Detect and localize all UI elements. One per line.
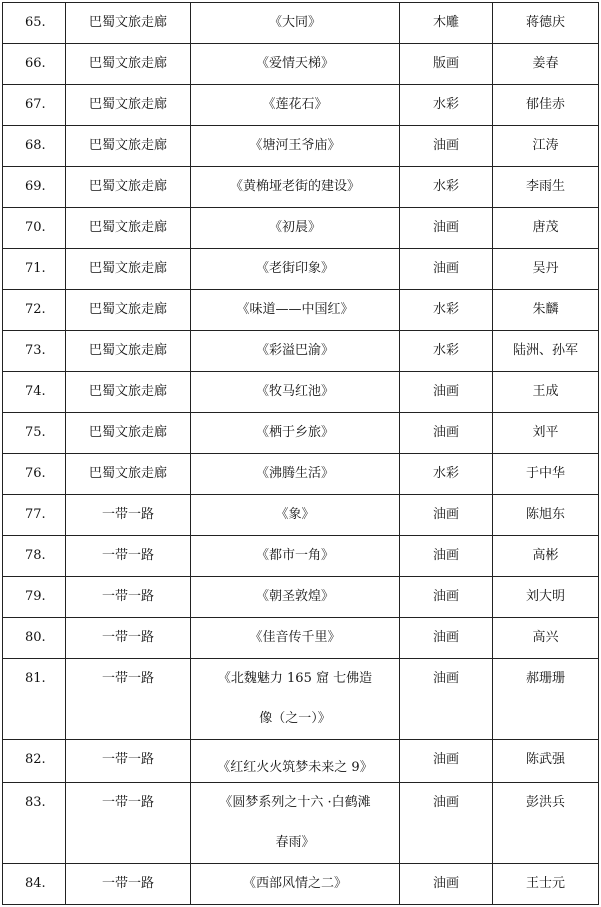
section-name: 巴蜀文旅走廊 xyxy=(66,167,191,208)
artwork-title: 《佳音传千里》 xyxy=(191,618,400,659)
artwork-title xyxy=(191,659,400,740)
artist-name: 郝珊珊 xyxy=(493,659,599,740)
section-name: 巴蜀文旅走廊 xyxy=(66,126,191,167)
artwork-title: 《老街印象》 xyxy=(191,249,400,290)
row-number: 82. xyxy=(3,740,66,783)
artwork-type: 油画 xyxy=(400,536,493,577)
artwork-type: 油画 xyxy=(400,208,493,249)
artwork-title: 《栖于乡旅》 xyxy=(191,413,400,454)
section-name: 巴蜀文旅走廊 xyxy=(66,85,191,126)
artwork-type: 油画 xyxy=(400,618,493,659)
artwork-type: 水彩 xyxy=(400,331,493,372)
table-row xyxy=(3,372,599,413)
table-row xyxy=(3,126,599,167)
row-number: 72. xyxy=(3,290,66,331)
table-row xyxy=(3,85,599,126)
artist-name: 王成 xyxy=(493,372,599,413)
artist-name: 刘大明 xyxy=(493,577,599,618)
table-row xyxy=(3,454,599,495)
section-name: 巴蜀文旅走廊 xyxy=(66,331,191,372)
section-name: 巴蜀文旅走廊 xyxy=(66,290,191,331)
table-row xyxy=(3,167,599,208)
table-row xyxy=(3,536,599,577)
artwork-type: 油画 xyxy=(400,126,493,167)
artwork-title: 《象》 xyxy=(191,495,400,536)
section-name: 一带一路 xyxy=(66,577,191,618)
section-name: 一带一路 xyxy=(66,864,191,905)
artwork-type: 油画 xyxy=(400,783,493,864)
artwork-type: 水彩 xyxy=(400,454,493,495)
row-number: 80. xyxy=(3,618,66,659)
artwork-title: 《牧马红池》 xyxy=(191,372,400,413)
table-row xyxy=(3,3,599,44)
row-number: 67. xyxy=(3,85,66,126)
artwork-title: 《西部风情之二》 xyxy=(191,864,400,905)
table-body xyxy=(3,3,599,905)
artist-name: 陈旭东 xyxy=(493,495,599,536)
row-number: 78. xyxy=(3,536,66,577)
table-row xyxy=(3,331,599,372)
artwork-type: 油画 xyxy=(400,864,493,905)
row-number: 77. xyxy=(3,495,66,536)
row-number: 83. xyxy=(3,783,66,864)
artwork-title-line: 《北魏魅力 165 窟 七佛造 xyxy=(217,671,373,686)
artwork-title: 《初晨》 xyxy=(191,208,400,249)
artwork-title: 《黄桷垭老街的建设》 xyxy=(191,167,400,208)
row-number: 65. xyxy=(3,3,66,44)
artist-name: 江涛 xyxy=(493,126,599,167)
section-name: 一带一路 xyxy=(66,495,191,536)
artwork-title: 《沸腾生活》 xyxy=(191,454,400,495)
table-row xyxy=(3,413,599,454)
artwork-type: 油画 xyxy=(400,577,493,618)
table-row xyxy=(3,740,599,783)
artwork-table xyxy=(2,2,599,905)
section-name: 一带一路 xyxy=(66,536,191,577)
row-number: 84. xyxy=(3,864,66,905)
row-number: 69. xyxy=(3,167,66,208)
artwork-title: 《爱情天梯》 xyxy=(191,44,400,85)
artwork-title xyxy=(191,783,400,864)
artwork-type: 油画 xyxy=(400,659,493,740)
artist-name: 于中华 xyxy=(493,454,599,495)
artwork-title-line: 像（之一）》 xyxy=(259,711,331,726)
table-row xyxy=(3,249,599,290)
row-number: 74. xyxy=(3,372,66,413)
artwork-type: 油画 xyxy=(400,249,493,290)
section-name: 巴蜀文旅走廊 xyxy=(66,413,191,454)
section-name: 巴蜀文旅走廊 xyxy=(66,208,191,249)
artist-name: 高兴 xyxy=(493,618,599,659)
artwork-title-line: 《圆梦系列之十六 ·白鹤滩 xyxy=(219,795,371,810)
table-row xyxy=(3,290,599,331)
artist-name: 李雨生 xyxy=(493,167,599,208)
section-name: 巴蜀文旅走廊 xyxy=(66,3,191,44)
section-name: 一带一路 xyxy=(66,783,191,864)
section-name: 一带一路 xyxy=(66,659,191,740)
section-name: 巴蜀文旅走廊 xyxy=(66,372,191,413)
artist-name: 吴丹 xyxy=(493,249,599,290)
artist-name: 唐茂 xyxy=(493,208,599,249)
row-number: 68. xyxy=(3,126,66,167)
table-row xyxy=(3,783,599,864)
table-row xyxy=(3,44,599,85)
artwork-type: 油画 xyxy=(400,740,493,783)
row-number: 73. xyxy=(3,331,66,372)
artist-name: 刘平 xyxy=(493,413,599,454)
artwork-type: 油画 xyxy=(400,495,493,536)
artwork-type: 版画 xyxy=(400,44,493,85)
artist-name: 陈武强 xyxy=(493,740,599,783)
table-row xyxy=(3,618,599,659)
row-number: 71. xyxy=(3,249,66,290)
section-name: 巴蜀文旅走廊 xyxy=(66,249,191,290)
artwork-type: 水彩 xyxy=(400,167,493,208)
row-number: 79. xyxy=(3,577,66,618)
artwork-title: 《红红火火筑梦未来之 9》 xyxy=(191,740,400,783)
artist-name: 蒋德庆 xyxy=(493,3,599,44)
table-row xyxy=(3,577,599,618)
row-number: 70. xyxy=(3,208,66,249)
artist-name: 彭洪兵 xyxy=(493,783,599,864)
artwork-title-line: 春雨》 xyxy=(275,835,315,850)
section-name: 一带一路 xyxy=(66,618,191,659)
artwork-type: 木雕 xyxy=(400,3,493,44)
table-row xyxy=(3,659,599,740)
table-row xyxy=(3,495,599,536)
row-number: 66. xyxy=(3,44,66,85)
artwork-title: 《大同》 xyxy=(191,3,400,44)
section-name: 巴蜀文旅走廊 xyxy=(66,454,191,495)
artwork-title: 《朝圣敦煌》 xyxy=(191,577,400,618)
artwork-type: 油画 xyxy=(400,372,493,413)
artist-name: 姜春 xyxy=(493,44,599,85)
row-number: 76. xyxy=(3,454,66,495)
artist-name: 高彬 xyxy=(493,536,599,577)
artwork-title: 《都市一角》 xyxy=(191,536,400,577)
artwork-title: 《塘河王爷庙》 xyxy=(191,126,400,167)
artwork-title: 《味道——中国红》 xyxy=(191,290,400,331)
artist-name: 王士元 xyxy=(493,864,599,905)
table-row xyxy=(3,208,599,249)
row-number: 75. xyxy=(3,413,66,454)
artwork-type: 水彩 xyxy=(400,85,493,126)
table-row xyxy=(3,864,599,905)
section-name: 一带一路 xyxy=(66,740,191,783)
artwork-type: 水彩 xyxy=(400,290,493,331)
artwork-title: 《彩溢巴渝》 xyxy=(191,331,400,372)
artist-name: 朱麟 xyxy=(493,290,599,331)
artist-name: 郁佳赤 xyxy=(493,85,599,126)
artwork-type: 油画 xyxy=(400,413,493,454)
row-number: 81. xyxy=(3,659,66,740)
section-name: 巴蜀文旅走廊 xyxy=(66,44,191,85)
artwork-title: 《莲花石》 xyxy=(191,85,400,126)
artist-name: 陆洲、孙军 xyxy=(493,331,599,372)
